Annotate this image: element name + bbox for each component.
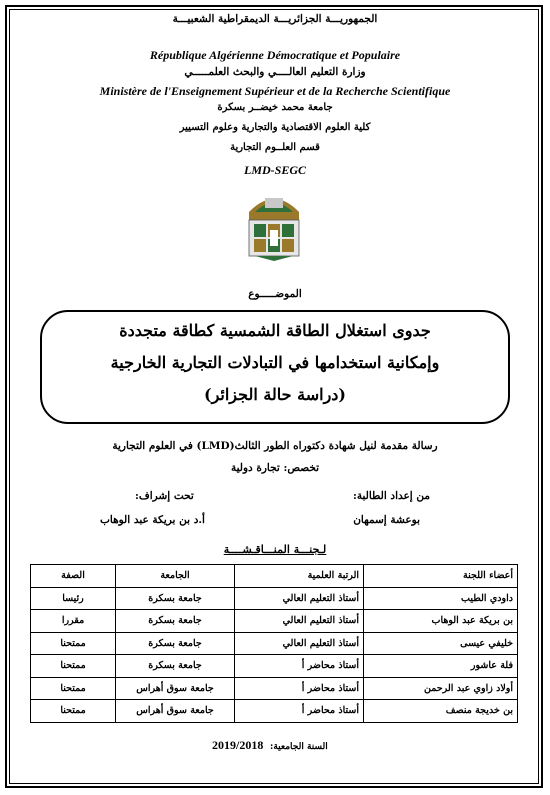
- member-university: جامعة بسكرة: [116, 655, 235, 678]
- member-role: رئيسا: [31, 587, 116, 610]
- prepared-by-label: من إعداد الطالبة:: [352, 490, 430, 502]
- member-rank: أستاذ محاضر أ: [235, 700, 364, 723]
- title-line-3: (دراسة حالة الجزائر): [204, 385, 346, 404]
- member-name: بن بريكة عبد الوهاب: [364, 610, 518, 633]
- title-line-2: وإمكانية استخدامها في التبادلات التجارية الخارجية: [110, 353, 440, 372]
- member-name: بن خديجة منصف: [364, 700, 518, 723]
- member-name: داودي الطيب: [364, 587, 518, 610]
- specialty: تخصص: تجارة دولية: [230, 462, 320, 474]
- supervisor-name: أ.د بن بريكة عبد الوهاب: [100, 514, 205, 526]
- republic-fr: République Algérienne Démocratique et Populaire: [149, 48, 401, 62]
- academic-year-label: السنة الجامعية:: [270, 742, 328, 752]
- academic-year: 2019/2018: [212, 738, 264, 752]
- member-role: ممتحنا: [31, 632, 116, 655]
- title-box: [40, 310, 510, 424]
- member-rank: أستاذ محاضر أ: [235, 655, 364, 678]
- member-rank: أستاذ التعليم العالي: [235, 632, 364, 655]
- republic-ar: الجمهوريـــة الجزائريـــة الديمقراطية الشعبيـــة: [172, 13, 378, 25]
- ministry-fr: Ministère de l'Enseignement Supérieur et de la Recherche Scientifique: [99, 84, 451, 98]
- table-row: [31, 587, 518, 610]
- header-member: أعضاء اللجنة: [364, 565, 518, 588]
- university-crest-icon: [245, 190, 303, 262]
- member-university: جامعة بسكرة: [116, 610, 235, 633]
- member-rank: أستاذ التعليم العالي: [235, 587, 364, 610]
- jury-header-row: [31, 565, 518, 588]
- member-name: أولاد زاوي عبد الرحمن: [364, 677, 518, 700]
- member-university: جامعة بسكرة: [116, 587, 235, 610]
- department-ar: قسم العلــوم التجارية: [230, 142, 320, 153]
- faculty-ar: كلية العلوم الاقتصادية والتجارية وعلوم التسيير: [179, 122, 371, 133]
- title-line-1: جدوى استغلال الطاقة الشمسية كطاقة متجددة: [119, 321, 431, 340]
- table-row: [31, 632, 518, 655]
- topic-label: الموضـــــوع: [248, 288, 302, 300]
- member-name: خليفي عيسى: [364, 632, 518, 655]
- member-role: مقررا: [31, 610, 116, 633]
- student-name: بوعشة إسمهان: [353, 514, 420, 526]
- committee-title: لـجنـــة المنـــاقـشــــة: [223, 543, 327, 556]
- member-rank: أستاذ التعليم العالي: [235, 610, 364, 633]
- member-university: جامعة سوق أهراس: [116, 677, 235, 700]
- jury-table: [30, 564, 518, 723]
- ministry-ar: وزارة التعليم العالــــي والبحث العلمـــــي: [184, 66, 366, 78]
- header-university: الجامعة: [116, 565, 235, 588]
- table-row: [31, 677, 518, 700]
- member-university: جامعة سوق أهراس: [116, 700, 235, 723]
- supervision-label: تحت إشراف:: [135, 490, 194, 502]
- member-name: فلة عاشور: [364, 655, 518, 678]
- member-university: جامعة بسكرة: [116, 632, 235, 655]
- member-role: ممتحنا: [31, 655, 116, 678]
- member-role: ممتحنا: [31, 700, 116, 723]
- program-code: LMD-SEGC: [243, 163, 306, 177]
- thesis-description: رسالة مقدمة لنيل شهادة دكتوراه الطور الثالث(LMD) في العلوم التجارية: [112, 440, 438, 452]
- header-role: الصفة: [31, 565, 116, 588]
- member-rank: أستاذ محاضر أ: [235, 677, 364, 700]
- university-ar: جامعة محمد خيضــر بسكرة: [217, 102, 333, 113]
- header-rank: الرتبة العلمية: [235, 565, 364, 588]
- member-role: ممتحنا: [31, 677, 116, 700]
- table-row: [31, 700, 518, 723]
- table-row: [31, 610, 518, 633]
- table-row: [31, 655, 518, 678]
